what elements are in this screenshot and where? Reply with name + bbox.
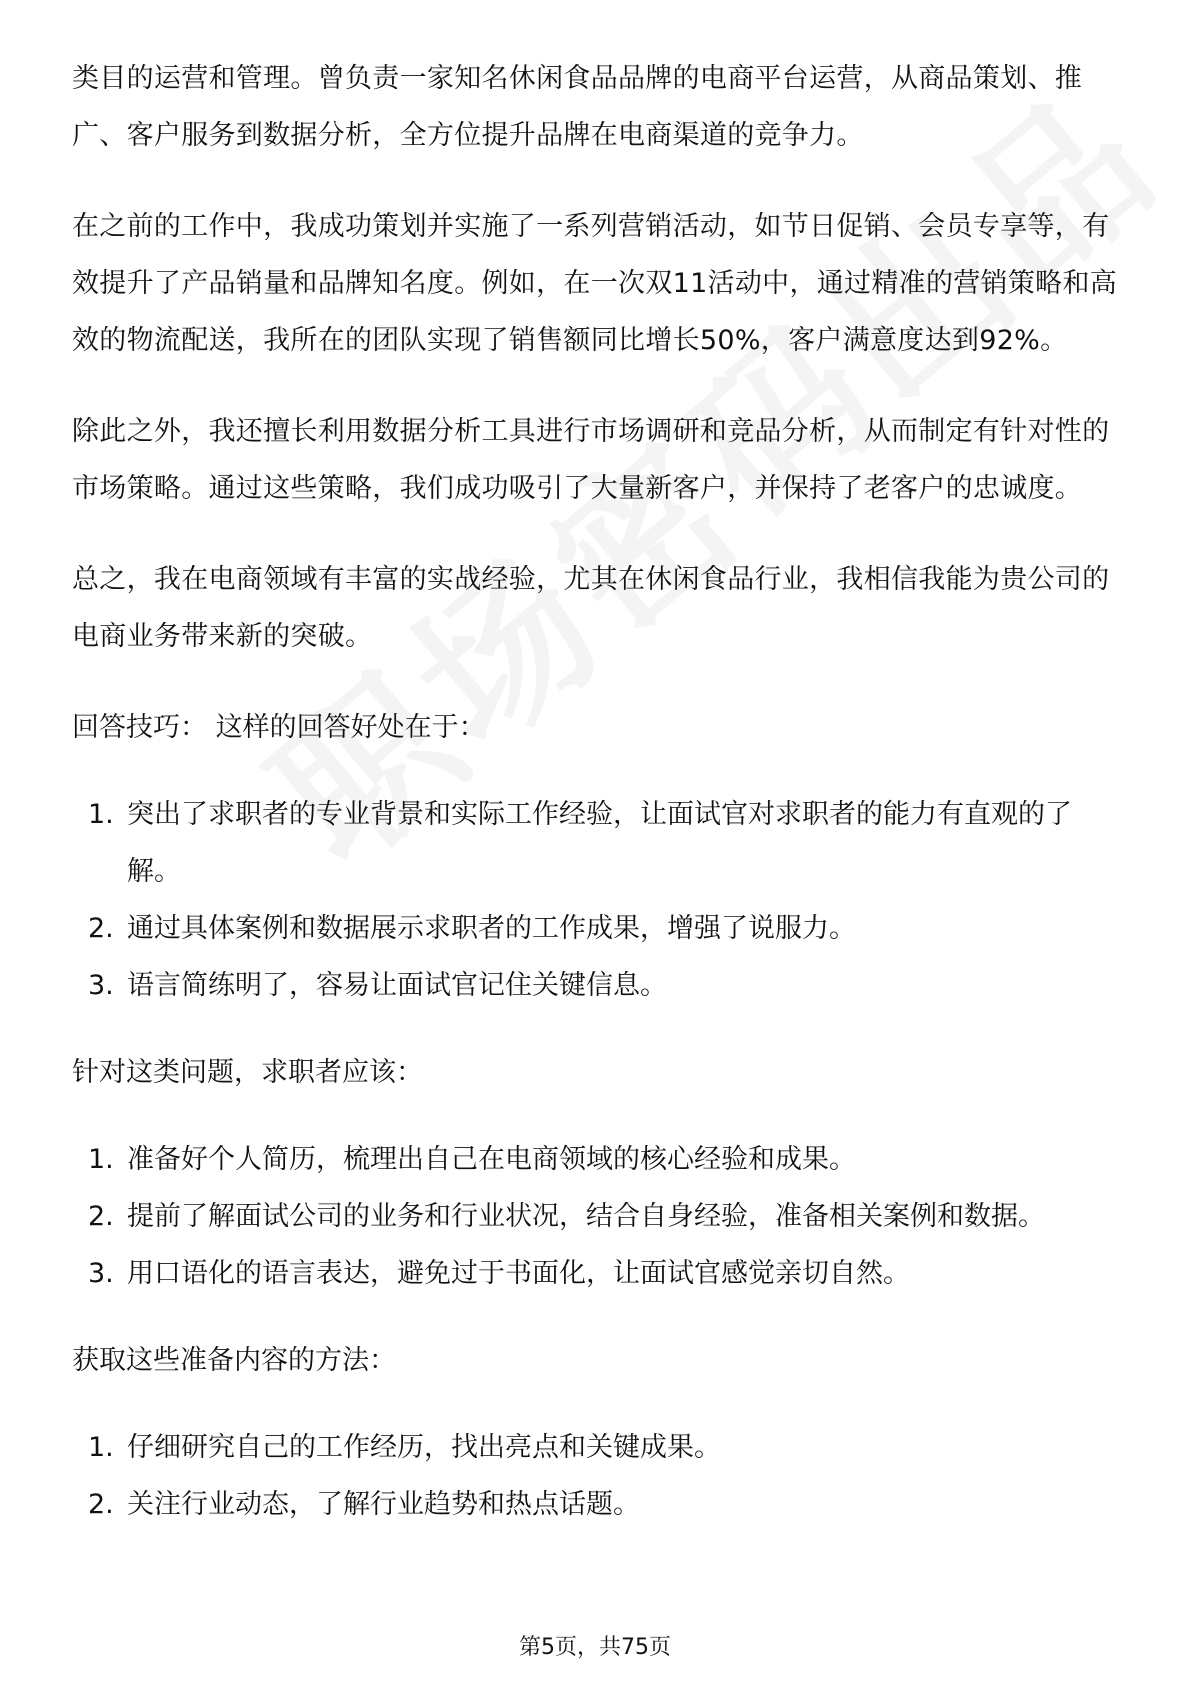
page-footer: 第5页，共75页 xyxy=(519,1635,671,1660)
advice-label: 针对这类问题，求职者应该： xyxy=(72,1057,423,1088)
list-item-text: 用口语化的语言表达，避免过于书面化，让面试官感觉亲切自然。 xyxy=(127,1258,910,1289)
list-item-text: 突出了求职者的专业背景和实际工作经验，让面试官对求职者的能力有直观的了解。 xyxy=(127,799,1072,887)
list-number: 2. xyxy=(88,1489,114,1520)
paragraph: 类目的运营和管理。曾负责一家知名休闲食品品牌的电商平台运营，从商品策划、推广、客户服务到数据分析，全方位提升品牌在电商渠道的竞争力。 xyxy=(72,63,1083,151)
methods-list xyxy=(72,1419,1122,1533)
paragraph: 在之前的工作中，我成功策划并实施了一系列营销活动，如节日促销、会员专享等，有效提升了产品销量和品牌知名度。例如，在一次双11活动中，通过精准的营销策略和高效的物流配送，我所在的团队实现了销售额同比增长50%，客户满意度达到92%。 xyxy=(72,211,1118,356)
list-number: 2. xyxy=(88,1201,114,1232)
list-item-text: 关注行业动态，了解行业趋势和热点话题。 xyxy=(127,1489,640,1520)
tips-list xyxy=(72,786,1122,1014)
list-number: 1. xyxy=(88,799,114,830)
list-item xyxy=(72,1476,1122,1533)
list-number: 3. xyxy=(88,970,114,1001)
list-item-text: 准备好个人简历，梳理出自己在电商领域的核心经验和成果。 xyxy=(127,1144,856,1175)
list-item xyxy=(72,1245,1122,1302)
page-content xyxy=(72,50,1122,1563)
paragraph: 除此之外，我还擅长利用数据分析工具进行市场调研和竞品分析，从而制定有针对性的市场策略。通过这些策略，我们成功吸引了大量新客户，并保持了老客户的忠诚度。 xyxy=(72,416,1110,504)
advice-list xyxy=(72,1131,1122,1302)
list-number: 1. xyxy=(88,1144,114,1175)
list-item xyxy=(72,957,1122,1014)
list-number: 3. xyxy=(88,1258,114,1289)
list-number: 2. xyxy=(88,913,114,944)
methods-label: 获取这些准备内容的方法： xyxy=(72,1345,396,1376)
list-item xyxy=(72,1419,1122,1476)
list-item xyxy=(72,1188,1122,1245)
list-item-text: 仔细研究自己的工作经历，找出亮点和关键成果。 xyxy=(127,1432,721,1463)
tips-label: 回答技巧： 这样的回答好处在于： xyxy=(72,712,486,743)
list-item-text: 语言简练明了，容易让面试官记住关键信息。 xyxy=(127,970,667,1001)
paragraph: 总之，我在电商领域有丰富的实战经验，尤其在休闲食品行业，我相信我能为贵公司的电商业务带来新的突破。 xyxy=(72,564,1110,652)
list-item xyxy=(72,786,1122,900)
list-item-text: 提前了解面试公司的业务和行业状况，结合自身经验，准备相关案例和数据。 xyxy=(127,1201,1045,1232)
list-item-text: 通过具体案例和数据展示求职者的工作成果，增强了说服力。 xyxy=(127,913,856,944)
list-item xyxy=(72,1131,1122,1188)
list-item xyxy=(72,900,1122,957)
list-number: 1. xyxy=(88,1432,114,1463)
